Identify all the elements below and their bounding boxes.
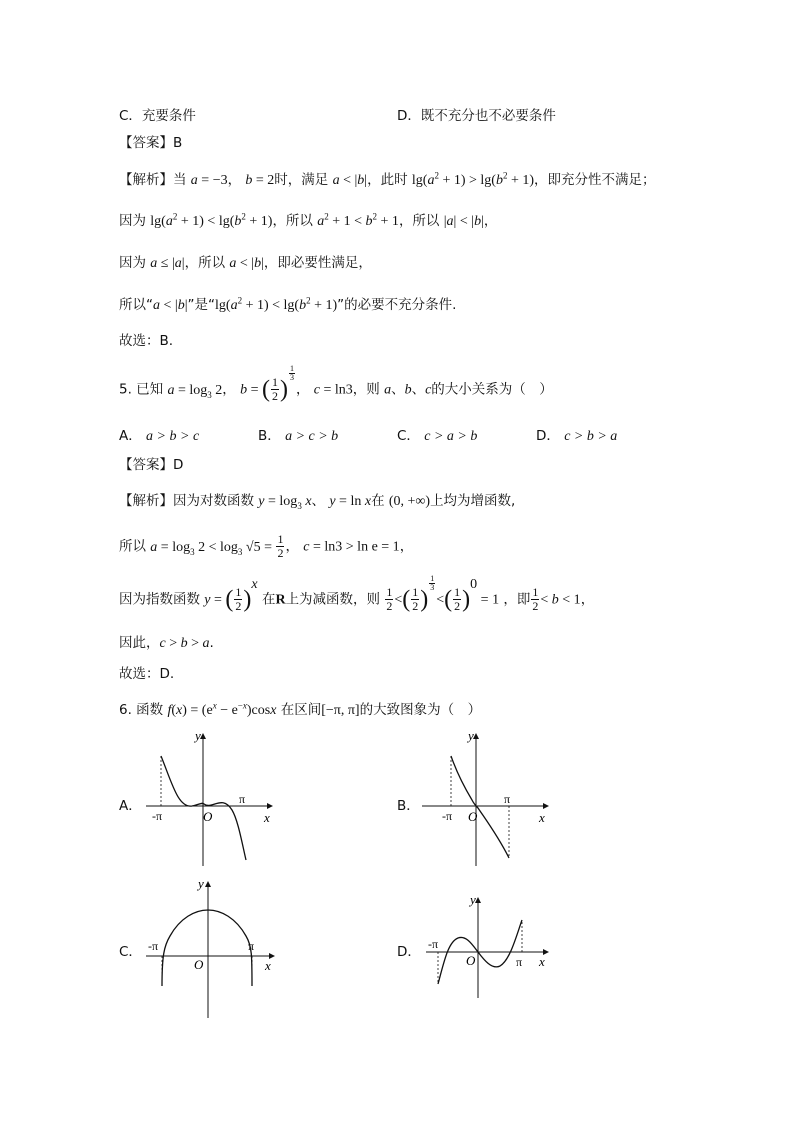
origin-label: O <box>466 953 476 968</box>
neg-pi-label: -π <box>148 939 159 953</box>
q5-stem: 5. 已知 $a = \log_3 2$， b = ( $\frac{1}{2}$ ) $^{\frac{1}{3}}$ ， c = ln3，则 a、b、c的大小关系为（ ） <box>119 364 553 403</box>
neg-pi-label: -π <box>428 937 439 951</box>
q5-option-c: C． c > a > b <box>397 428 478 444</box>
axis-x-label: x <box>539 954 545 969</box>
q6-option-c: C． <box>119 944 142 960</box>
q4-analysis-line-1: 【解析】当 a = −3， b = 2时，满足 a < |b|，此时 $\lg(a^2 + 1) > \lg(b^2 + 1)$，即充分性不满足； <box>119 170 656 188</box>
graph-c <box>140 876 280 1021</box>
q5-conclusion: 故选：D. <box>119 666 175 682</box>
q5-analysis-line-3: 因为指数函数 y = ( $\frac{1}{2}$ )$^x$ 在R上为减函数，则 $\frac{1}{2}$ <( $\frac{1}{2}$ ) $^{\frac{1}{3}}$ <( $\frac{1}{2}$ )$^0$ = 1 ，即 $\frac{1}{2}$ < b < 1， <box>119 574 595 613</box>
q6-stem: 6. 函数 $f(x) = (e^x - e^{-x})\cos x$ 在区间[−π, π]的大致图象为（ ） <box>119 700 482 718</box>
q4-conclusion: 故选：B. <box>119 333 174 349</box>
option-c: C．充要条件 <box>119 108 196 124</box>
q5-option-b: B． a > c > b <box>258 428 339 444</box>
q4-answer: 【答案】B <box>119 135 183 151</box>
neg-pi-label: -π <box>442 809 453 823</box>
axis-x-label: x <box>264 810 270 825</box>
neg-pi-label: -π <box>152 809 163 823</box>
q4-analysis-line-3: 因为 a ≤ |a|，所以 a < |b|，即必要性满足， <box>119 255 372 271</box>
origin-label: O <box>203 809 213 824</box>
axis-x-label: x <box>265 958 271 973</box>
q5-analysis-line-2: 所以 $a = \log_3 2 < \log_3 √5$ = $\frac{1}{2}$ ， c = ln3 > ln e = 1， <box>119 532 414 560</box>
pi-label: π <box>504 792 511 806</box>
q6-option-d: D． <box>397 944 421 960</box>
pi-label: π <box>239 792 246 806</box>
option-d: D．既不充分也不必要条件 <box>397 108 556 124</box>
axis-y-label: y <box>468 728 474 743</box>
graph-a <box>140 728 280 870</box>
q6-option-a: A． <box>119 798 142 814</box>
axis-y-label: y <box>195 728 201 743</box>
q5-answer: 【答案】D <box>119 457 184 473</box>
graph-b <box>418 728 558 870</box>
q4-analysis-line-4: 所以“a < |b|”是“$\lg(a^2 + 1) < \lg(b^2 + 1)$”的必要不充分条件. <box>119 295 457 313</box>
pi-label: π <box>248 939 255 953</box>
q4-analysis-line-2: 因为 $\lg(a^2 + 1) < \lg(b^2 + 1)$，所以 $a^2 + 1 < b^2 + 1$，所以 |a| < |b|， <box>119 211 498 229</box>
q5-analysis-line-1: 【解析】因为对数函数 $y = \log_3 x$、 y = ln x在 (0, +∞)上均为增函数, <box>119 493 516 511</box>
origin-label: O <box>194 957 204 972</box>
origin-label: O <box>468 809 478 824</box>
q5-option-d: D． c > b > a <box>536 428 618 444</box>
q5-option-a: A． a > b > c <box>119 428 200 444</box>
q5-analysis-line-4: 因此，c > b > a. <box>119 635 214 651</box>
axis-y-label: y <box>198 876 204 891</box>
axis-y-label: y <box>470 892 476 907</box>
q6-option-b: B． <box>397 798 420 814</box>
graph-d <box>418 892 558 1002</box>
axis-x-label: x <box>539 810 545 825</box>
pi-label: π <box>516 955 523 969</box>
